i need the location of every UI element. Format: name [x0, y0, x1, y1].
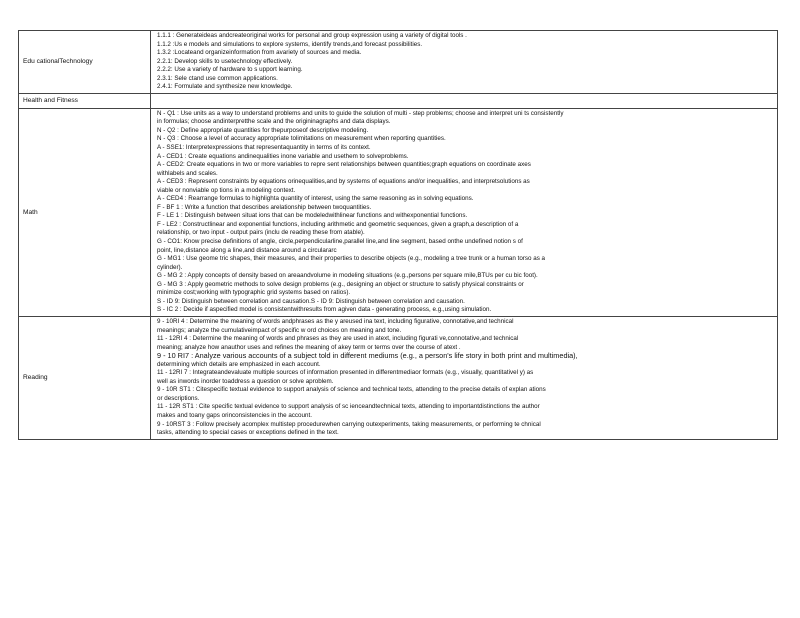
- standards-table-body: [19, 31, 778, 440]
- standard-line: N - Q2 : Define appropriate quantities for thepurposeof descriptive modeling.: [157, 126, 369, 134]
- standards-cell: [151, 31, 778, 94]
- standard-line: G - MG 3 : Apply geometric methods to solve design problems (e.g., designing an object or structure to satisfy physical constraints or: [157, 280, 524, 288]
- standard-line: A - CED4 : Rearrange formulas to highlighta quantity of interest, using the same reasoning as in solving equations.: [157, 195, 474, 203]
- standard-line: 11 - 12RI 7 : Integrateandevaluate multiple sources of information presented in differentmediaor formats (e.g., visually, quantitativel y) as: [157, 369, 534, 377]
- standard-line: F - BF 1 : Write a function that describes arelationship between twoquantities.: [157, 203, 372, 211]
- standard-line: 9 - 10R ST1 : Citespecific textual evidence to support analysis of science and technical texts, attending to the precise details of explan ations: [157, 386, 546, 394]
- standard-line: minimize cost;working with typographic grid systems based on ratios).: [157, 289, 351, 297]
- standard-line: 1.3.2 :Locateand organizeinformation from avariety of sources and media.: [157, 49, 362, 57]
- section-row: [19, 316, 778, 439]
- standard-line: F - LE2 : Constructlinear and exponential functions, including arithmetic and geometric sequences, given a graph,a description of a: [157, 220, 519, 228]
- standard-line: 9 - 10 RI7 : Analyze various accounts of a subject told in different mediums (e.g., a person's life story in both print and multimedia),: [157, 352, 578, 361]
- standard-line: 9 - 10RI 4 : Determine the meaning of words andphrases as the y areused ina text, including figurative, connotative,and technical: [157, 317, 514, 325]
- subject-cell: Math: [19, 108, 151, 316]
- standard-line: A - SSE1: Interpretexpressions that representaquantity in terms of its context.: [157, 144, 371, 152]
- standard-line: 11 - 12R ST1 : Cite specific textual evidence to support analysis of sc ienceandtechnical texts, attending to importantdistinctions the author: [157, 403, 540, 411]
- section-row: [19, 31, 778, 94]
- standard-line: G - CO1: Know precise definitions of angle, circle,perpendicularline,parallel line,and line segment, based onthe undefined notion s of: [157, 238, 523, 246]
- standard-line: meaning; analyze how anauthor uses and refines the meaning of akey term or terms over the course of atext .: [157, 343, 461, 351]
- standard-line: 2.2.1: Develop skills to usetechnology effectively.: [157, 57, 293, 65]
- standard-line: point, line,distance along a line,and distance around a circulararc: [157, 246, 337, 254]
- standard-line: 9 - 10RST 3 : Follow precisely acomplex multistep procedurewhen carrying outexperiments, taking measurements, or performing te chnical: [157, 420, 541, 428]
- standard-line: S - ID 9: Distinguish between correlation and causation.S - ID 9: Distinguish between correlation and causation.: [157, 297, 465, 305]
- standard-line: relationship, or two input - output pairs (inclu de reading these from atable).: [157, 229, 365, 237]
- subject-cell: Reading: [19, 316, 151, 439]
- section-row: [19, 93, 778, 108]
- standard-line: N - Q1 : Use units as a way to understand problems and units to guide the solution of multi - step problems; choose and interpret uni ts consistently: [157, 109, 564, 117]
- standard-line: 2.3.1: Sele ctand use common applications.: [157, 74, 278, 82]
- standard-line: 1.1.2 :Us e models and simulations to explore systems, identify trends,and forecast possibilities.: [157, 40, 423, 48]
- standard-line: determining which details are emphasized in each account.: [157, 360, 321, 368]
- standards-cell: [151, 93, 778, 108]
- standard-line: S - IC 2 : Decide if aspecified model is consistentwithresults from agiven data - generating process, e.g.,using simulation.: [157, 306, 492, 314]
- section-row: [19, 108, 778, 316]
- standard-line: A - CED1 : Create equations andinequalities inone variable and usethem to solveproblems.: [157, 152, 409, 160]
- standards-table: [18, 30, 778, 440]
- standard-line: F - LE 1 : Distinguish between situat ions that can be modeledwithlinear functions and withexponential functions.: [157, 212, 468, 220]
- standard-line: 2.2.2: Use a variety of hardware to s upport learning.: [157, 66, 303, 74]
- subject-cell: Edu cationalTechnology: [19, 31, 151, 94]
- standards-cell: [151, 108, 778, 316]
- standard-line: 11 - 12RI 4 : Determine the meaning of words and phrases as they are used in atext, including figurati ve,connotative,and technical: [157, 335, 519, 343]
- standard-line: withlabels and scales.: [157, 169, 218, 177]
- subject-cell: Health and Fitness: [19, 93, 151, 108]
- standard-line: viable or nonviable op tions in a modeling context.: [157, 186, 296, 194]
- standard-line: 2.4.1: Formulate and synthesize new knowledge.: [157, 83, 293, 91]
- standards-cell: [151, 316, 778, 439]
- standard-line: G - MG 2 : Apply concepts of density based on areaandvolume in modeling situations (e.g.,persons per square mile,BTUs per cu bic foot).: [157, 272, 538, 280]
- standard-line: well as inwords inorder toaddress a question or solve aproblem.: [157, 377, 334, 385]
- standard-line: cylinder).: [157, 263, 183, 271]
- standard-line: A - CED3 : Represent constraints by equations orinequalities,and by systems of equations and/or inequalities, and interpretsolutions as: [157, 178, 530, 186]
- standard-line: meanings; analyze the cumulativeimpact of specific w ord choices on meaning and tone.: [157, 326, 402, 334]
- standards-document: [18, 30, 778, 440]
- standard-line: tasks, attending to special cases or exceptions defined in the text.: [157, 429, 339, 437]
- standard-line: G - MG1 : Use geome tric shapes, their measures, and their properties to describe objects (e.g., modeling a tree trunk or a human torso as a: [157, 255, 546, 263]
- standard-line: makes and toany gaps orinconsistencies in the account.: [157, 411, 312, 419]
- standard-line: or descriptions.: [157, 394, 200, 402]
- standard-line: 1.1.1 : Generateideas andcreateoriginal works for personal and group expression using a variety of digital tools .: [157, 32, 467, 39]
- standard-line: in formulas; choose andinterpretthe scale and the origininagraphs and data displays.: [157, 118, 391, 126]
- standard-line: N - Q3 : Choose a level of accuracy appropriate tolimitations on measurement when reporting quantities.: [157, 135, 446, 143]
- standard-line: A - CED2: Create equations in two or more variables to repre sent relationships between quantities;graph equations on coordinate axes: [157, 161, 531, 169]
